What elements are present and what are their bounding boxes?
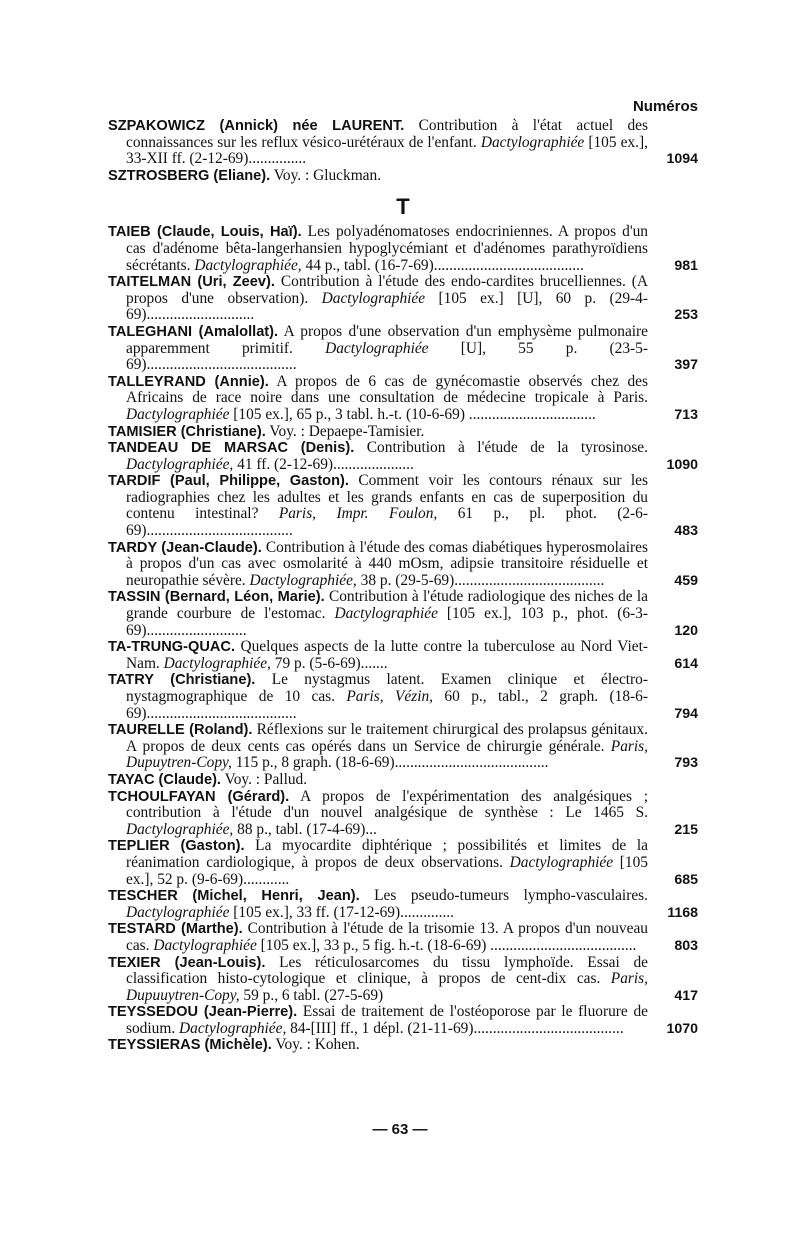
entry-details: 61 p., pl. phot. (2-6-69)...................................... [126,505,648,540]
entry-number: 397 [674,357,698,374]
entry-author: TAYAC (Claude). [108,771,221,788]
bibliography-entry [108,772,698,789]
entry-text [108,888,648,921]
entry-text [108,672,648,722]
entry-details: [105 ex.], 33-XII ff. (2-12-69)............... [126,133,648,168]
entry-author: SZTROSBERG (Eliane). [108,167,271,184]
entry-details: 79 p. (5-6-69)....... [270,654,388,672]
entry-number: 793 [674,755,698,772]
entry-source: Dactylographiée [334,605,438,623]
entry-source: Dactylographiée [126,405,230,423]
entry-details: [105 ex.], 33 p., 5 fig. h.-t. (18-6-69) ...................................... [256,936,637,954]
entry-author: TAURELLE (Roland). [108,722,253,739]
entry-title: Quelques aspects de la lutte contre la tuberculose au Nord Viet-Nam. [126,638,648,672]
entry-text [108,274,648,324]
entry-author: TEPLIER (Gaston). [108,838,245,855]
entry-author: TASSIN (Bernard, Léon, Marie). [108,589,325,606]
entry-details: [U], 55 p. (23-5-69)....................................... [126,339,649,374]
entry-number: 1094 [666,151,698,168]
entry-author: TEYSSIERAS (Michèle). [108,1037,272,1054]
bibliography-entry [108,672,698,722]
entry-number: 417 [674,987,698,1004]
entry-author: TAITELMAN (Uri, Zeev). [108,274,275,291]
page-number: — 63 — [372,1121,428,1138]
entry-number: 1168 [667,904,698,921]
entry-text [108,224,648,274]
entry-text [108,540,648,590]
entry-details: 115 p., 8 graph. (18-6-69)........................................ [231,754,549,772]
entry-number: 803 [674,937,698,954]
entry-text [108,440,648,473]
entry-details: 59 p., 6 tabl. (27-5-69) [239,986,384,1004]
bibliography-entry [108,540,698,590]
entry-text [108,118,648,168]
entry-title: Voy. : Kohen. [271,1036,360,1054]
entry-number: 1090 [666,456,698,473]
entry-details: 41 ff. (2-12-69)..................... [233,455,414,473]
entry-author: TCHOULFAYAN (Gérard). [108,788,290,805]
entry-text [108,1004,648,1037]
entry-details: 60 p., tabl., 2 graph. (18-6-69)....................................... [126,688,648,722]
entry-author: TARDY (Jean-Claude). [108,539,262,556]
entry-author: TAIEB (Claude, Louis, Haï). [108,224,302,241]
bibliography-entry [108,838,698,888]
entry-source: Dactylographiée [480,133,585,151]
entry-source: Paris, Vézin, [346,688,434,705]
entry-author: TALEGHANI (Amalollat). [108,323,279,340]
entry-title: Les pseudo-tumeurs lympho-vasculaires. [359,887,648,905]
entry-title: Contribution à l'étude des comas diabétiques hyperosmolaires à propos d'un cas avec osmolarité à 440 mOsm, adipsie transitoire résiduelle et neuropathie sévère. [126,538,648,589]
entry-source: Dactylographiée [509,853,614,871]
entry-source: Dactylographiée, [194,256,302,274]
entry-title: Contribution à l'étude de la trisomie 13. A propos d'un nouveau cas. [126,920,648,954]
entries-t-section [108,224,698,1054]
bibliography-entry [108,722,698,772]
numbers-column-header: Numéros [632,98,698,115]
bibliography-entry [108,224,698,274]
entry-title: Voy. : Pallud. [221,770,308,788]
entry-number: 1070 [666,1020,698,1037]
entry-title: Voy. : Depaepe-Tamisier. [265,422,425,440]
bibliography-entry [108,118,698,168]
bibliography-entry [108,274,698,324]
entry-author: TARDIF (Paul, Philippe, Gaston). [108,473,349,490]
entry-source: Dactylographiée, [179,1019,287,1037]
entry-title: La myocardite diphtérique ; possibilités et limites de la réanimation cardiologique, à propos de deux observations. [126,837,649,871]
entry-author: TAMISIER (Christiane). [108,423,266,440]
bibliography-entry [108,424,698,441]
entry-author: TA-TRUNG-QUAC. [108,639,235,656]
entry-details: 88 p., tabl. (17-4-69)... [233,820,377,838]
entry-author: TESTARD (Marthe). [108,921,243,938]
entry-number: 120 [674,622,698,639]
entry-number: 215 [674,821,698,838]
entry-text [108,374,648,424]
entry-title: A propos de l'expérimentation des analgésiques ; contribution à l'étude d'un nouvel analgésique de synthèse : Le 1465 S. [126,787,648,822]
entry-title: Contribution à l'étude des endo-cardites brucelliennes. (A propos d'une observation). [126,273,648,307]
entries-before-section [108,118,698,184]
entry-source: Dactylographiée [153,936,257,954]
entry-author: TESCHER (Michel, Henri, Jean). [108,888,360,905]
entry-author: TEXIER (Jean-Louis). [108,954,266,971]
entry-text [108,639,648,672]
entry-title: Contribution à l'étude de la tyrosinose. [354,439,648,457]
entry-author: SZPAKOWICZ (Annick) née LAURENT. [108,118,405,134]
entry-text [108,921,648,954]
entry-number: 685 [674,871,698,888]
entry-details: [105 ex.], 65 p., 3 tabl. h.-t. (10-6-69) ................................. [229,405,596,423]
entry-author: TEYSSEDOU (Jean-Pierre). [108,1004,298,1021]
entry-source: Dactylographiée, [163,654,271,672]
entry-number: 483 [674,523,698,540]
entry-details: [105 ex.], 52 p. (9-6-69)............ [126,853,649,888]
entry-details: 38 p. (29-5-69)....................................... [356,571,605,589]
entry-text [108,589,648,639]
entry-source: Paris, Dupuytren-Copy, [126,737,648,772]
entry-title: Essai de traitement de l'ostéoporose par le fluorure de sodium. [126,1003,648,1037]
bibliography-page [108,96,698,1054]
entry-source: Dactylographiée, [126,455,234,473]
bibliography-entry [108,440,698,473]
entry-text [108,424,648,441]
entry-details: 84-[III] ff., 1 dépl. (21-11-69)....................................... [286,1019,624,1037]
bibliography-entry [108,955,698,1005]
entry-text [108,955,648,1005]
entry-title: Les réticulosarcomes du tissu lymphoïde. Essai de classification histo-cytologique et clinique, à propos de cent-dix cas. [126,953,648,988]
entry-text [108,722,648,772]
entry-number: 713 [674,406,698,423]
entry-number: 459 [674,572,698,589]
entry-source: Dactylographiée [321,289,426,307]
bibliography-entry [108,589,698,639]
bibliography-entry [108,1037,698,1054]
entry-text [108,473,648,539]
entry-details: [105 ex.], 103 p., phot. (6-3-69).......................... [126,605,648,639]
entry-source: Paris, Dupuuytren-Copy, [126,970,648,1004]
entry-text [108,772,648,789]
entry-source: Dactylographiée [126,903,230,921]
entry-details: [105 ex.] [U], 60 p. (29-4-69)............................ [126,289,648,324]
entry-author: TANDEAU DE MARSAC (Denis). [108,440,355,457]
entry-text [108,789,648,839]
entry-title: A propos de 6 cas de gynécomastie observés chez des Africains de race noire dans une consultation de médecine tropicale à Paris. [126,372,648,407]
bibliography-entry [108,374,698,424]
bibliography-entry [108,473,698,539]
entry-title: Comment voir les contours rénaux sur les radiographies chez les adultes et les grands enfants en cas de superposition du contenu intestinal? [126,472,648,523]
entry-number: 794 [674,705,698,722]
entry-title: A propos d'une observation d'un emphysème pulmonaire apparemment primitif. [126,322,649,357]
bibliography-entry [108,888,698,921]
entry-title: Le nystagmus latent. Examen clinique et électro-nystagmographique de 10 cas. [126,671,648,705]
bibliography-entry [108,789,698,839]
bibliography-entry [108,921,698,954]
bibliography-entry [108,168,698,185]
entry-text [108,838,648,888]
entry-text [108,1037,648,1054]
entry-text [108,168,648,185]
entry-details: 44 p., tabl. (16-7-69)....................................... [301,256,584,274]
entry-source: Dactylographiée, [126,820,234,838]
entry-source: Paris, Impr. Foulon, [278,505,438,523]
entry-author: TALLEYRAND (Annie). [108,373,269,390]
entry-number: 253 [674,307,698,324]
entry-title: Contribution à l'état actuel des connaissances sur les reflux vésico-urétéraux de l'enfant. [126,117,648,151]
bibliography-entry [108,1004,698,1037]
bibliography-entry [108,324,698,374]
entry-title: Voy. : Gluckman. [270,166,382,184]
entry-title: Contribution à l'étude radiologique des niches de la grande courbure de l'estomac. [126,588,649,623]
section-letter-heading: T [396,194,410,220]
entry-number: 981 [674,257,698,274]
entry-source: Dactylographiée [325,339,429,357]
entry-details: [105 ex.], 33 ff. (17-12-69).............. [229,903,454,921]
entry-source: Dactylographiée, [249,571,357,589]
entry-author: TATRY (Christiane). [108,672,256,689]
entry-title: Réflexions sur le traitement chirurgical des prolapsus génitaux. A propos de deux cents cas opérés dans un Service de chirurgie générale. [126,721,649,755]
bibliography-entry [108,639,698,672]
entry-title: Les polyadénomatoses endocriniennes. A propos d'un cas d'adénome bêta-langerhansien hypoglycémiant et d'adénomes parathyroïdiens sécrétants. [126,223,648,274]
entry-number: 614 [674,655,698,672]
entry-text [108,324,648,374]
